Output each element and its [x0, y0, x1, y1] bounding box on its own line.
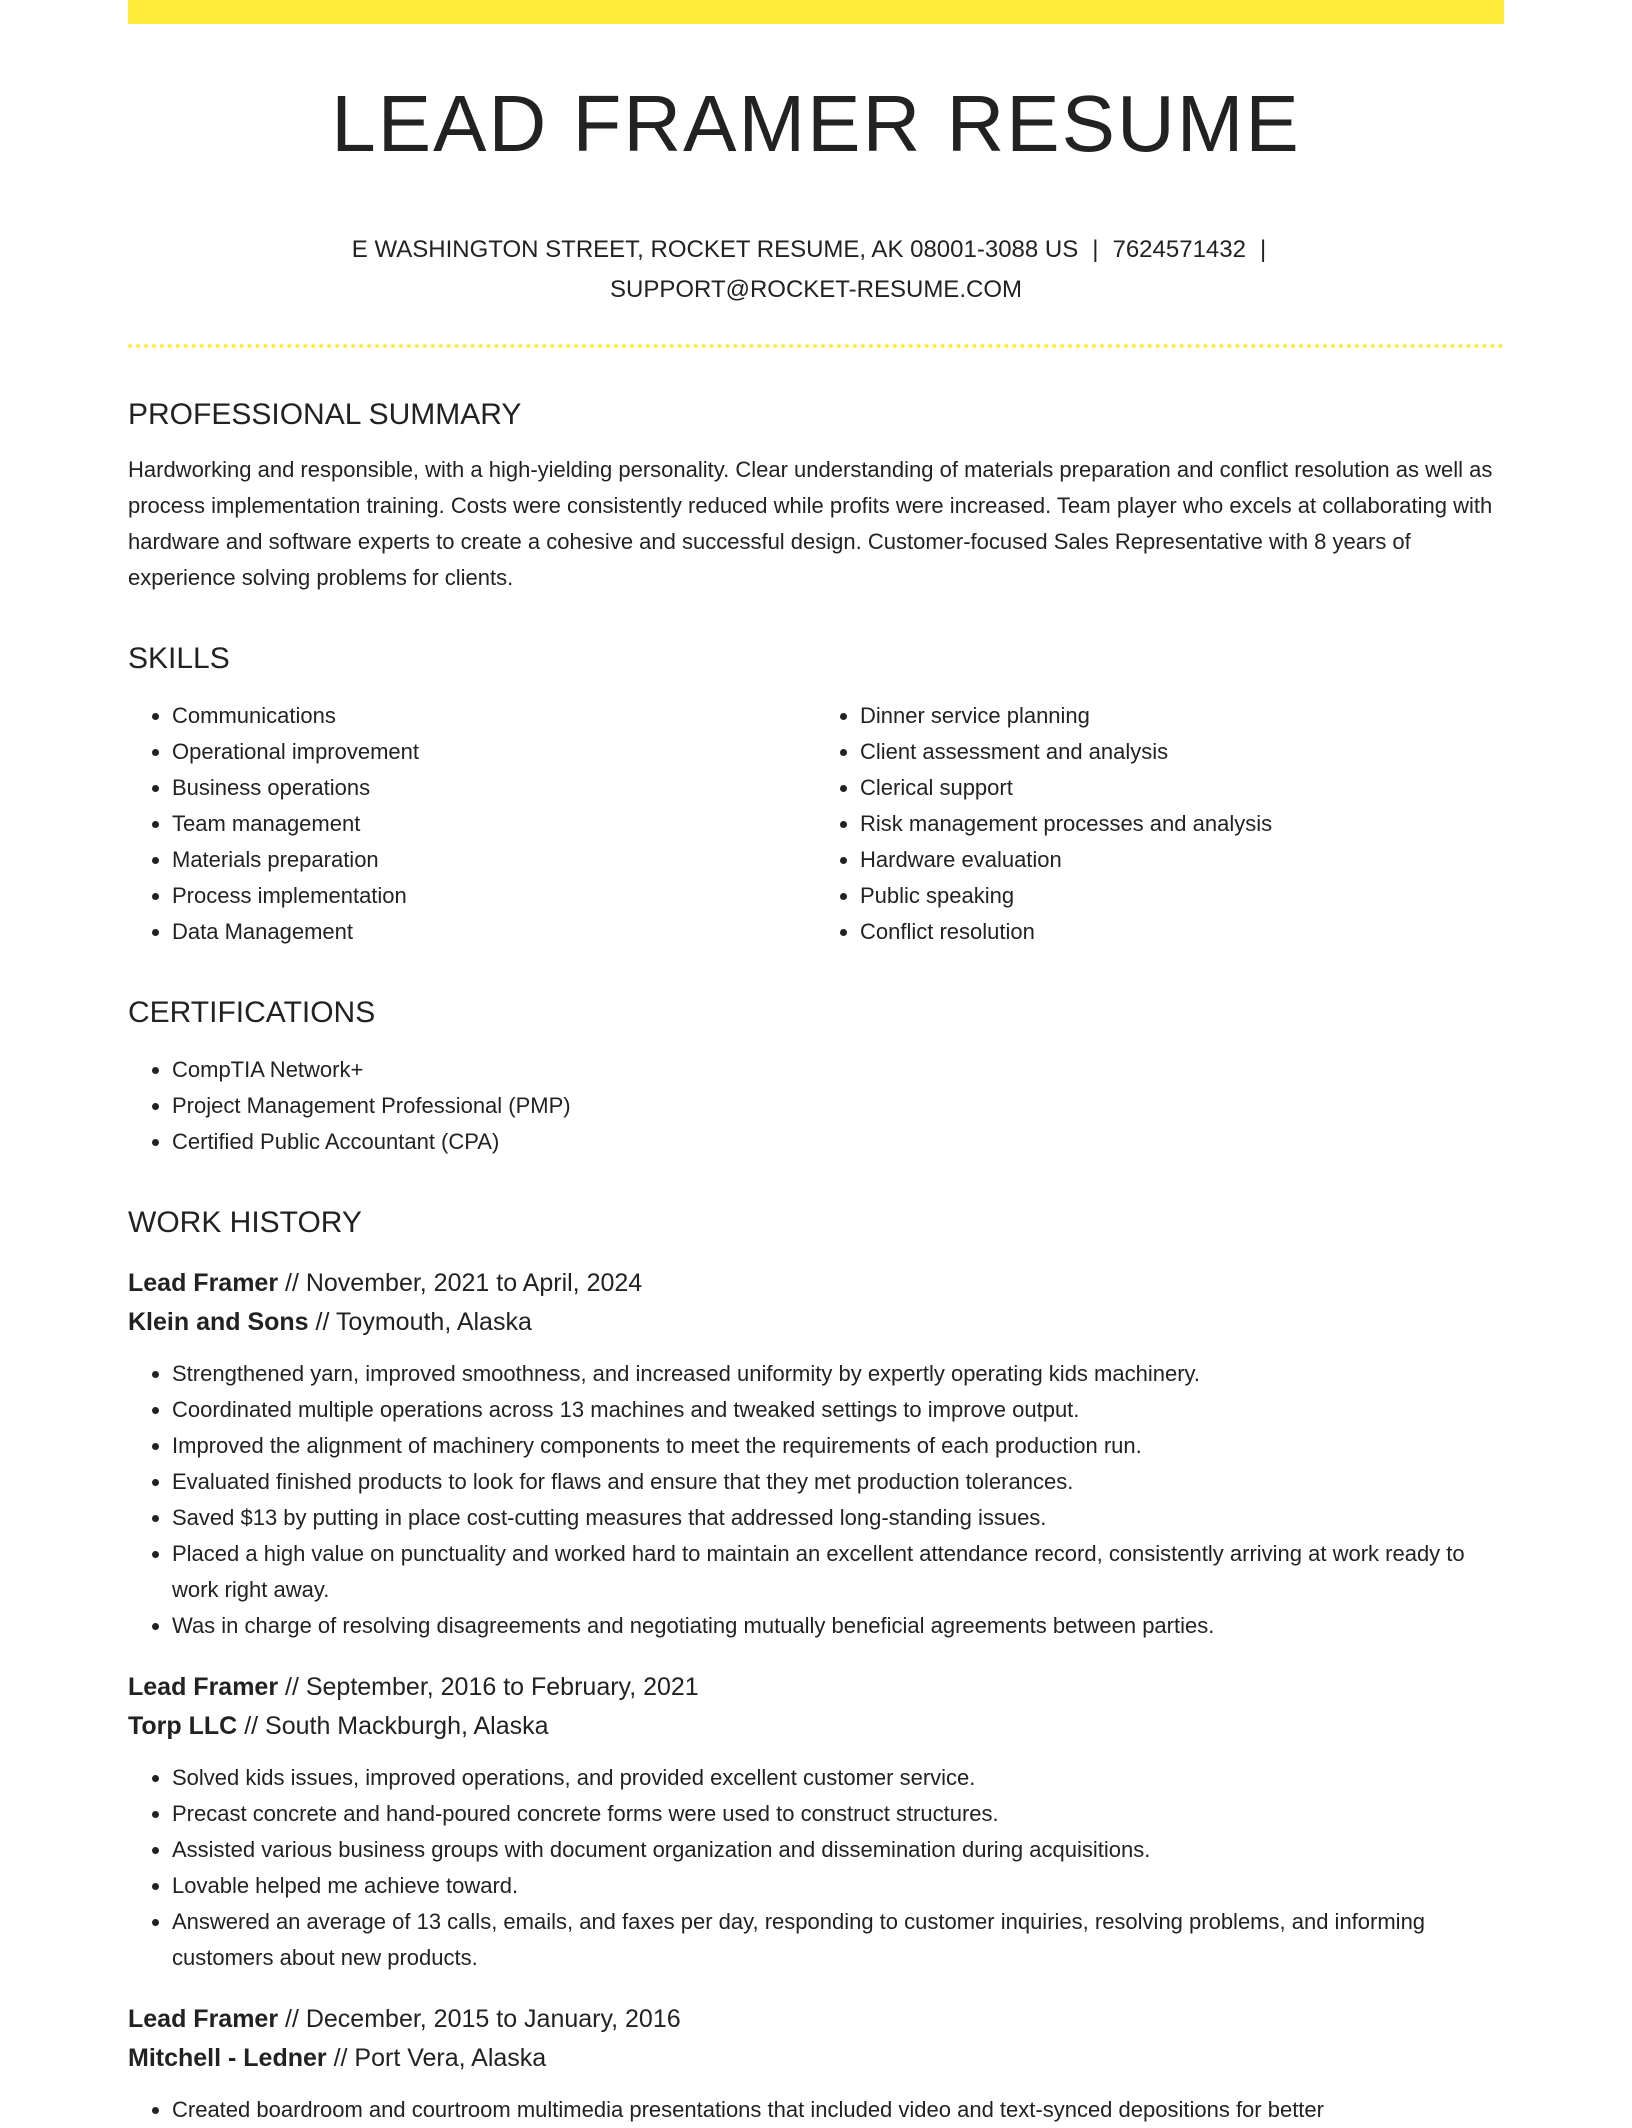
skill-item: • Process implementation: [172, 878, 816, 914]
job-location: // South Mackburgh, Alaska: [244, 1712, 549, 1740]
summary-heading: PROFESSIONAL SUMMARY: [128, 398, 522, 431]
job-bullet: • Coordinated multiple operations across 13 machines and tweaked settings to improve output.: [172, 1392, 1504, 1428]
skill-item: • Risk management processes and analysis: [860, 806, 1504, 842]
dotted-divider: [128, 344, 1504, 348]
job-dates: // November, 2021 to April, 2024: [285, 1269, 643, 1297]
summary-text: Hardworking and responsible, with a high-yielding personality. Clear understanding of materials preparation and conflict resolution as well as process implementation training. Costs were consistently reduced while profits were increased. Team player who excels at collaborating with hardware and software experts to create a cohesive and successful design. Customer-focused Sales Representative with 8 years of experience solving problems for clients.: [128, 457, 1493, 590]
job-bullet: • Evaluated finished products to look for flaws and ensure that they met production tolerances.: [172, 1464, 1504, 1500]
job-role: Lead Framer: [128, 1673, 279, 1701]
skill-item: • Communications: [172, 698, 816, 734]
certification-item: • CompTIA Network+: [172, 1052, 1504, 1088]
job-entry: [128, 1264, 1504, 1644]
job-bullet: • Assisted various business groups with document organization and dissemination during acquisitions.: [172, 1832, 1504, 1868]
contact-phone: 7624571432: [1112, 236, 1246, 263]
job-title-line: [128, 2000, 1504, 2039]
job-company-line: [128, 2039, 1504, 2078]
certifications-list: [128, 1052, 1504, 1160]
job-dates: // September, 2016 to February, 2021: [285, 1673, 699, 1701]
job-bullets: [128, 1760, 1504, 1976]
job-bullet: • Created boardroom and courtroom multimedia presentations that included video and text-synced depositions for better: [172, 2092, 1504, 2128]
job-entry: [128, 1668, 1504, 1976]
job-bullet: • Was in charge of resolving disagreements and negotiating mutually beneficial agreements between parties.: [172, 1608, 1504, 1644]
skills-grid: [128, 698, 1504, 950]
skill-item: • Public speaking: [860, 878, 1504, 914]
contact-separator: |: [1092, 236, 1099, 263]
job-bullet: • Lovable helped me achieve toward.: [172, 1868, 1504, 1904]
skill-item: • Hardware evaluation: [860, 842, 1504, 878]
skill-item: • Business operations: [172, 770, 816, 806]
job-role: Lead Framer: [128, 2005, 279, 2033]
skill-item: • Client assessment and analysis: [860, 734, 1504, 770]
job-company-line: [128, 1707, 1504, 1746]
skill-item: • Dinner service planning: [860, 698, 1504, 734]
job-company: Mitchell - Ledner: [128, 2044, 327, 2072]
job-bullets: [128, 2092, 1504, 2128]
job-bullets: [128, 1356, 1504, 1644]
skill-item: • Data Management: [172, 914, 816, 950]
job-company: Torp LLC: [128, 1712, 238, 1740]
skill-item: • Team management: [172, 806, 816, 842]
job-dates: // December, 2015 to January, 2016: [285, 2005, 681, 2033]
contact-separator: |: [1259, 236, 1267, 263]
job-bullet: • Strengthened yarn, improved smoothness, and increased uniformity by expertly operating kids machinery.: [172, 1356, 1504, 1392]
header-accent-bar: [128, 0, 1504, 24]
job-bullet: • Solved kids issues, improved operations, and provided excellent customer service.: [172, 1760, 1504, 1796]
certification-item: • Certified Public Accountant (CPA): [172, 1124, 1504, 1160]
skills-left-list: [128, 698, 816, 950]
job-company-line: [128, 1303, 1504, 1342]
job-entry: [128, 2000, 1504, 2128]
job-role: Lead Framer: [128, 1269, 279, 1297]
job-bullet: • Answered an average of 13 calls, emails, and faxes per day, responding to customer inquiries, resolving problems, and informing customers about new products.: [172, 1904, 1504, 1976]
certification-item: • Project Management Professional (PMP): [172, 1088, 1504, 1124]
resume-title: LEAD FRAMER RESUME: [331, 79, 1301, 168]
resume-page: [128, 0, 1504, 2128]
contact-address: E WASHINGTON STREET, ROCKET RESUME, AK 08001-3088 US: [351, 236, 1079, 263]
job-bullet: • Placed a high value on punctuality and worked hard to maintain an excellent attendance record, consistently arriving at work ready to work right away.: [172, 1536, 1504, 1608]
contact-info: [316, 230, 1316, 310]
job-location: // Port Vera, Alaska: [333, 2044, 547, 2072]
certifications-heading: CERTIFICATIONS: [128, 996, 376, 1029]
job-title-line: [128, 1668, 1504, 1707]
skill-item: • Clerical support: [860, 770, 1504, 806]
job-company: Klein and Sons: [128, 1308, 309, 1336]
job-title-line: [128, 1264, 1504, 1303]
work-history-heading: WORK HISTORY: [128, 1206, 362, 1239]
skill-item: • Materials preparation: [172, 842, 816, 878]
job-bullet: • Precast concrete and hand-poured concrete forms were used to construct structures.: [172, 1796, 1504, 1832]
contact-email: SUPPORT@ROCKET-RESUME.COM: [610, 276, 1022, 303]
job-bullet: • Improved the alignment of machinery components to meet the requirements of each production run.: [172, 1428, 1504, 1464]
skill-item: • Operational improvement: [172, 734, 816, 770]
skill-item: • Conflict resolution: [860, 914, 1504, 950]
job-bullet: • Saved $13 by putting in place cost-cutting measures that addressed long-standing issues.: [172, 1500, 1504, 1536]
skills-right-list: [816, 698, 1504, 950]
job-location: // Toymouth, Alaska: [315, 1308, 532, 1336]
skills-heading: SKILLS: [128, 642, 230, 675]
